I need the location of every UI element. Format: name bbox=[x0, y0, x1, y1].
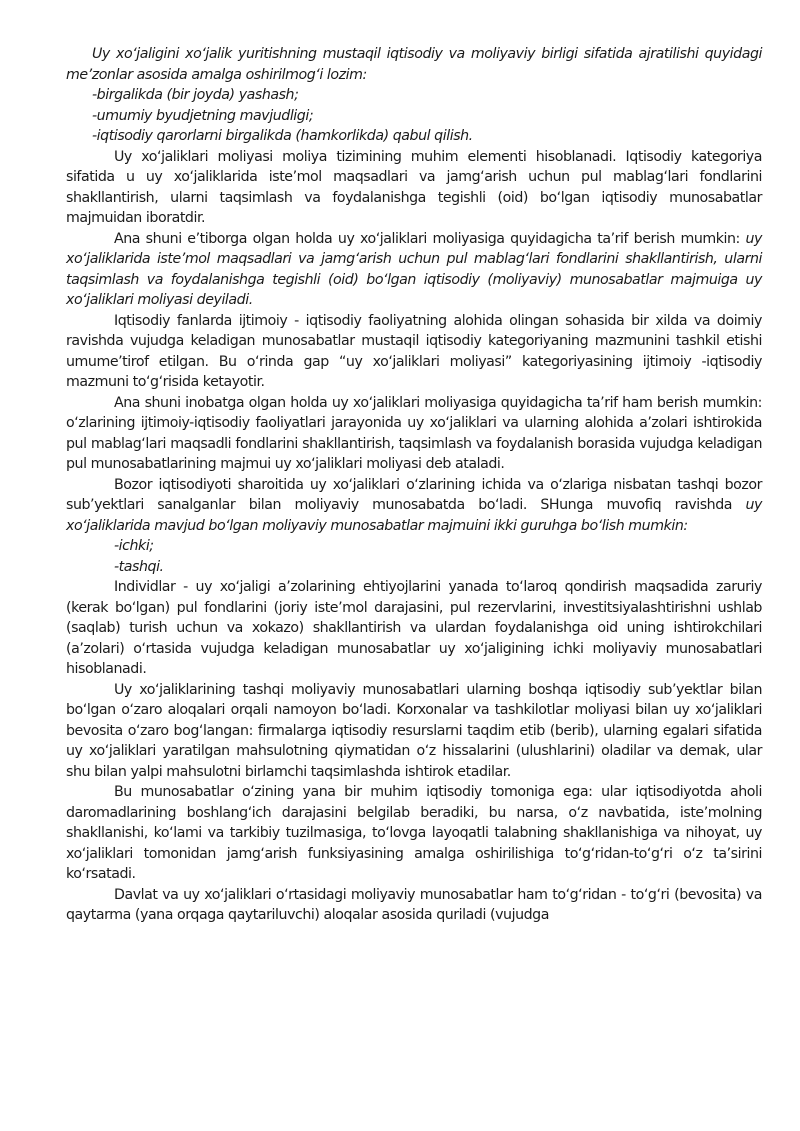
document-page bbox=[66, 44, 762, 926]
paragraph-2-definition: uy xo‘jaliklarida iste’mol maqsadlari va jamg‘arish uchun pul mablag‘lari fondlarini shakllantirish, ularni taqsimlash va foydalanishga tegishli (oid) bo‘lgan iqtisodiy (moliyaviy) munosabatlar majmuiga uy xo‘jaliklari moliyasi deyiladi. bbox=[66, 230, 762, 308]
paragraph-3: Iqtisodiy fanlarda ijtimoiy - iqtisodiy faoliyatning alohida olingan sohasida bir xilda va doimiy ravishda vujudga keladigan munosabatlar mustaqil iqtisodiy kategoriyaning mazmunini tashkil etishi umume’tirof etilgan. Bu o‘rinda gap “uy xo‘jaliklari moliyasi” kategoriyasining ijtimoiy -iqtisodiy mazmuni to‘g‘risida ketayotir. bbox=[66, 312, 762, 390]
paragraph-2-lead: Ana shuni e’tiborga olgan holda uy xo‘jaliklari moliyasiga quyidagicha ta’rif berish mumkin: bbox=[114, 230, 746, 247]
criteria-item: -umumiy byudjetning mavjudligi; bbox=[92, 107, 314, 124]
group-item: -ichki; bbox=[114, 538, 154, 554]
criteria-item: -birgalikda (bir joyda) yashash; bbox=[92, 87, 299, 103]
paragraph-5-lead: Bozor iqtisodiyoti sharoitida uy xo‘jaliklari o‘zlarining ichida va o‘zlariga nisbatan tashqi bozor sub’yektlari sanalganlar bilan moliyaviy munosabatda bo‘ladi. SHunga muvofiq ravishda bbox=[66, 476, 762, 513]
paragraph-6: Individlar - uy xo‘jaligi a’zolarining ehtiyojlarini yanada to‘laroq qondirish maqsadida zaruriy (kerak bo‘lgan) pul fondlarini (joriy iste’mol darajasini, pul rezervlarini, investitsiyalashtirishni ushlab (saqlab) turish uchun va xokazo) shakllantirish va ulardan foydalanishga oid uning ishtirokchilari (a’zolari) o‘rtasida vujudga keladigan munosabatlar uy xo‘jaligining ichki moliyaviy munosabatlari hisoblanadi. bbox=[66, 579, 762, 677]
paragraph-4: Ana shuni inobatga olgan holda uy xo‘jaliklari moliyasiga quyidagicha ta’rif ham berish mumkin: o‘zlarining ijtimoiy-iqtisodiy faoliyatlari jarayonida uy xo‘jaliklari va ularning alohida a’zolari ishtirokida pul mablag‘lari maqsadli fondlarini shakllantirish, taqsimlash va foydalanish borasida vujudga keladigan pul munosabatlarining majmui uy xo‘jaliklari moliyasi deb ataladi. bbox=[66, 394, 762, 472]
paragraph-5-italic: uy xo‘jaliklarida mavjud bo‘lgan moliyaviy munosabatlar majmuini ikki guruhga bo‘lish mumkin: bbox=[66, 497, 762, 534]
paragraph-2 bbox=[66, 229, 762, 311]
paragraph-5 bbox=[66, 475, 762, 537]
paragraph-1: Uy xo‘jaliklari moliyasi moliya tizimining muhim elementi hisoblanadi. Iqtisodiy kategoriya sifatida u uy xo‘jaliklarida iste’mol maqsadlari va jamg‘arish uchun pul mablag‘lari fondlarini shakllantirish, ularni taqsimlash va foydalanishga tegishli (oid) bo‘lgan iqtisodiy munosabatlar majmuidan iboratdir. bbox=[66, 148, 762, 226]
group-item: -tashqi. bbox=[114, 558, 164, 575]
paragraph-7: Uy xo‘jaliklarining tashqi moliyaviy munosabatlari ularning boshqa iqtisodiy sub’yektlar bilan bo‘lgan o‘zaro aloqalari orqali namoyon bo‘ladi. Korxonalar va tashkilotlar moliyasi bilan uy xo‘jaliklari bevosita o‘zaro bog‘langan: firmalarga iqtisodiy resurslarni taqdim etib (berib), ularning egalari sifatida uy xo‘jaliklari yaratilgan mahsulotning qiymatidan o‘z hissalarini (ulushlarini) oladilar va demak, ular shu bilan yalpi mahsulotni birlamchi taqsimlashda ishtirok etadilar. bbox=[66, 681, 762, 780]
criteria-item: -iqtisodiy qarorlarni birgalikda (hamkorlikda) qabul qilish. bbox=[92, 128, 473, 144]
paragraph-8: Bu munosabatlar o‘zining yana bir muhim iqtisodiy tomoniga ega: ular iqtisodiyotda aholi daromadlarining boshlang‘ich darajasini belgilab beradiki, bu narsa, o‘z navbatida, iste’molning shakllanishi, ko‘lami va tarkibiy tuzilmasiga, to‘lovga layoqatli talabning shakllanishiga va nihoyat, uy xo‘jaliklari tomonidan jamg‘arish funksiyasining amalga oshirilishiga to‘g‘ridan-to‘g‘ri o‘z ta’sirini ko‘rsatadi. bbox=[66, 784, 762, 882]
intro-paragraph: Uy xo‘jaligini xo‘jalik yuritishning mustaqil iqtisodiy va moliyaviy birligi sifatida ajratilishi quyidagi me’zonlar asosida amalga oshirilmog‘i lozim: bbox=[66, 46, 762, 83]
paragraph-9: Davlat va uy xo‘jaliklari o‘rtasidagi moliyaviy munosabatlar ham to‘g‘ridan - to‘g‘ri (bevosita) va qaytarma (yana orqaga qaytariluvchi) aloqalar asosida quriladi (vujudga bbox=[66, 886, 762, 923]
